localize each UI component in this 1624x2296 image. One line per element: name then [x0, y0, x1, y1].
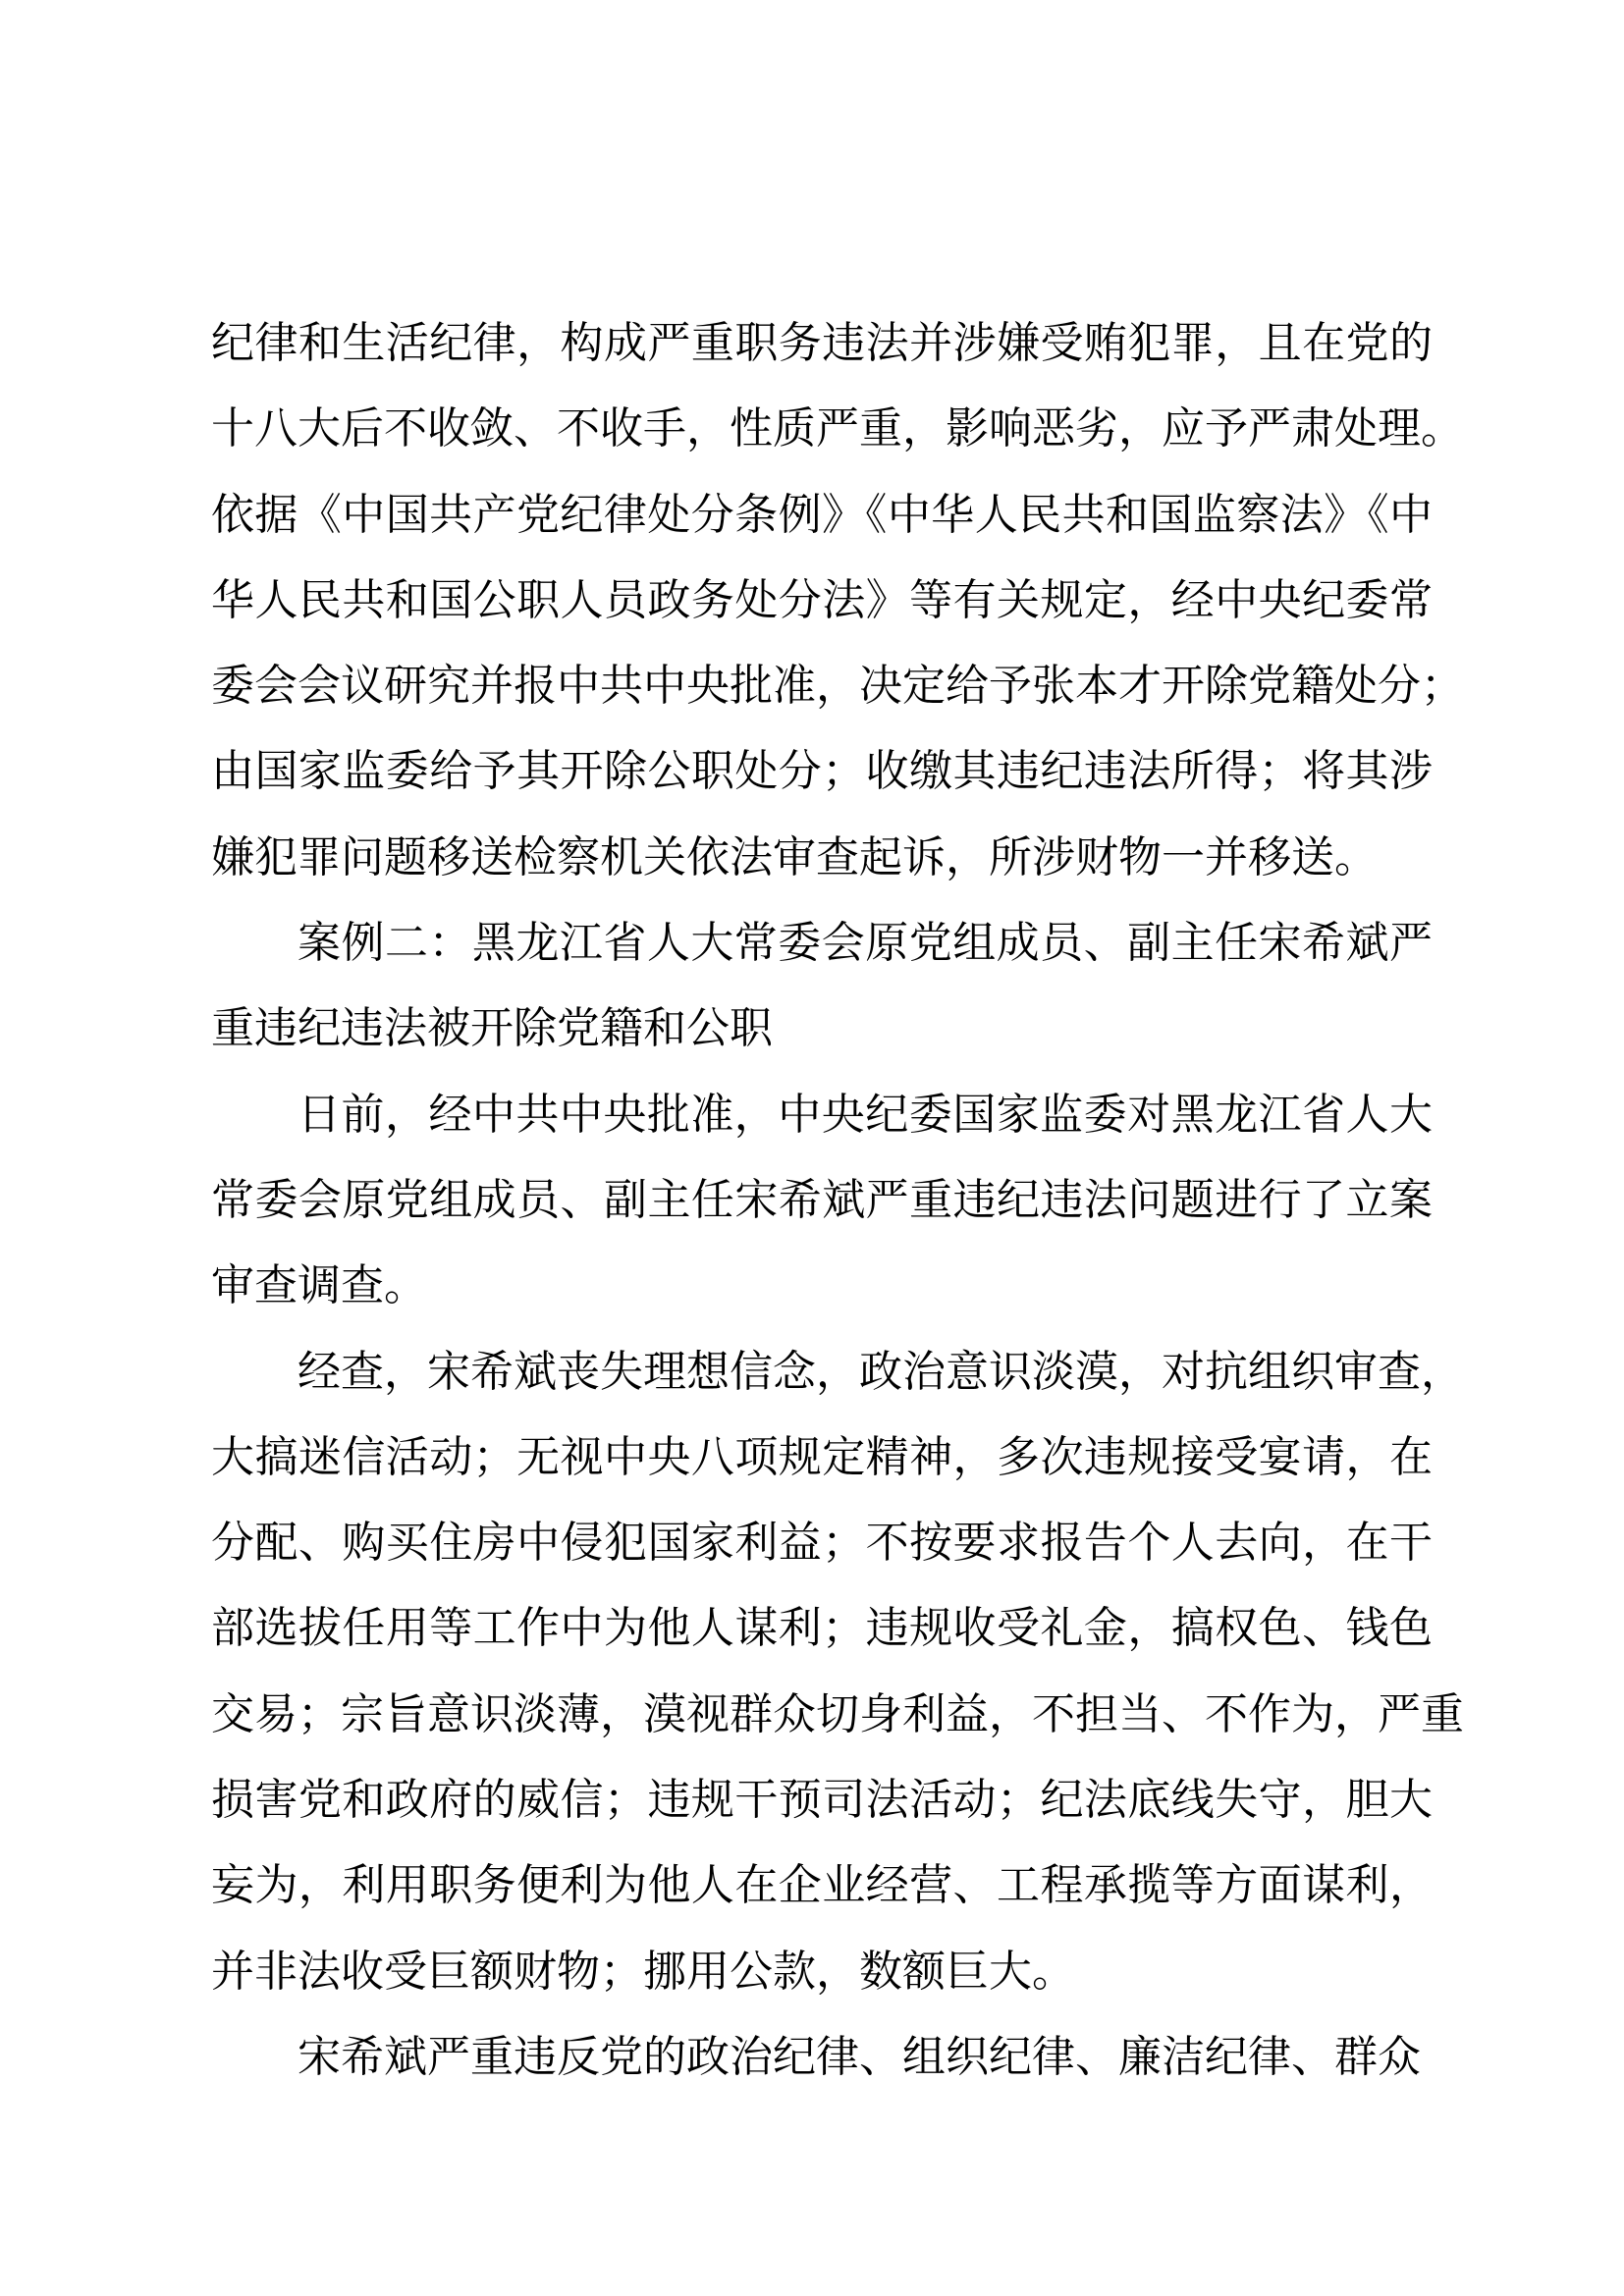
text-line: 大搞迷信活动；无视中央八项规定精神，多次违规接受宴请，在 — [211, 1431, 1433, 1482]
paragraph — [211, 300, 1464, 900]
paragraph — [211, 900, 1433, 1072]
text-line: 分配、购买住房中侵犯国家利益；不按要求报告个人去向，在干 — [211, 1518, 1433, 1569]
paragraph — [211, 1072, 1433, 1329]
text-line: 日前，经中共中央批准，中央纪委国家监委对黑龙江省人大 — [298, 1089, 1433, 1140]
text-line: 由国家监委给予其开除公职处分；收缴其违纪违法所得；将其涉 — [211, 746, 1433, 797]
text-line: 纪律和生活纪律，构成严重职务违法并涉嫌受贿犯罪，且在党的 — [211, 318, 1433, 368]
text-line: 并非法收受巨额财物；挪用公款，数额巨大。 — [211, 1946, 1075, 1997]
text-line: 常委会原党组成员、副主任宋希斌严重违纪违法问题进行了立案 — [211, 1174, 1433, 1225]
text-line: 十八大后不收敛、不收手，性质严重，影响恶劣，应予严肃处理。 — [211, 403, 1464, 454]
text-line: 审查调查。 — [211, 1260, 427, 1311]
text-line: 依据《中国共产党纪律处分条例》《中华人民共和国监察法》《中 — [211, 489, 1433, 540]
text-line: 损害党和政府的威信；违规干预司法活动；纪法底线失守，胆大 — [211, 1775, 1433, 1826]
paragraph — [211, 2014, 1433, 2100]
paragraph — [211, 1329, 1464, 2014]
text-line: 华人民共和国公职人员政务处分法》等有关规定，经中央纪委常 — [211, 574, 1433, 625]
text-line: 经查，宋希斌丧失理想信念，政治意识淡漠，对抗组织审查， — [298, 1346, 1464, 1397]
text-line: 部选拔任用等工作中为他人谋利；违规收受礼金，搞权色、钱色 — [211, 1603, 1433, 1654]
text-line: 案例二：黑龙江省人大常委会原党组成员、副主任宋希斌严 — [298, 918, 1433, 969]
text-line: 宋希斌严重违反党的政治纪律、组织纪律、廉洁纪律、群众 — [298, 2031, 1421, 2082]
text-line: 嫌犯罪问题移送检察机关依法审查起诉，所涉财物一并移送。 — [211, 831, 1378, 882]
text-line: 妄为，利用职务便利为他人在企业经营、工程承揽等方面谋利， — [211, 1860, 1433, 1911]
text-line: 重违纪违法被开除党籍和公职 — [211, 1003, 773, 1054]
text-line: 委会会议研究并报中共中央批准，决定给予张本才开除党籍处分； — [211, 661, 1464, 712]
text-line: 交易；宗旨意识淡薄，漠视群众切身利益，不担当、不作为，严重 — [211, 1688, 1464, 1739]
document-body — [211, 300, 1464, 2100]
